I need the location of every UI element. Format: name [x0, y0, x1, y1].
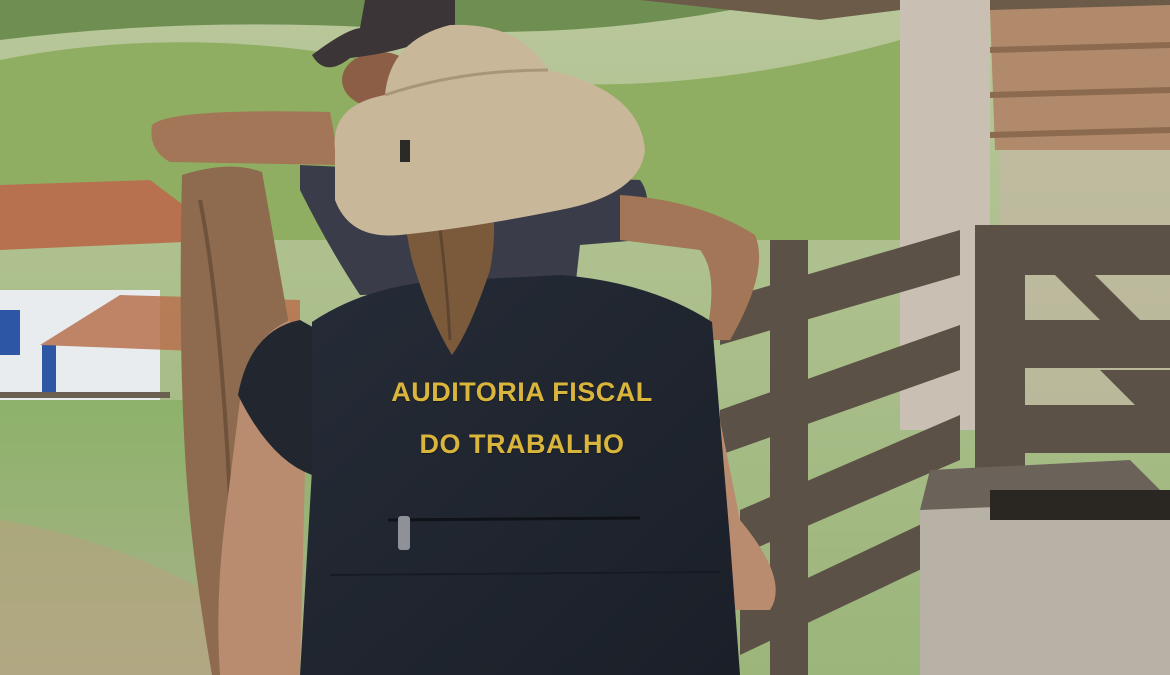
vest-embroidery	[352, 366, 692, 470]
concrete-trough	[920, 500, 1170, 675]
vest-text-line1: AUDITORIA FISCAL	[391, 377, 653, 407]
zipper-pull	[398, 516, 410, 550]
farmhouse-window	[0, 310, 20, 355]
vest-pocket-zipper	[388, 518, 640, 520]
man-left-arm	[151, 111, 340, 165]
vest-text-line2: DO TRABALHO	[419, 429, 625, 459]
field-fence-rail	[0, 392, 170, 398]
inspector-vest	[300, 275, 740, 675]
hat-strap-clip	[400, 140, 410, 162]
farmhouse-door	[42, 345, 56, 395]
